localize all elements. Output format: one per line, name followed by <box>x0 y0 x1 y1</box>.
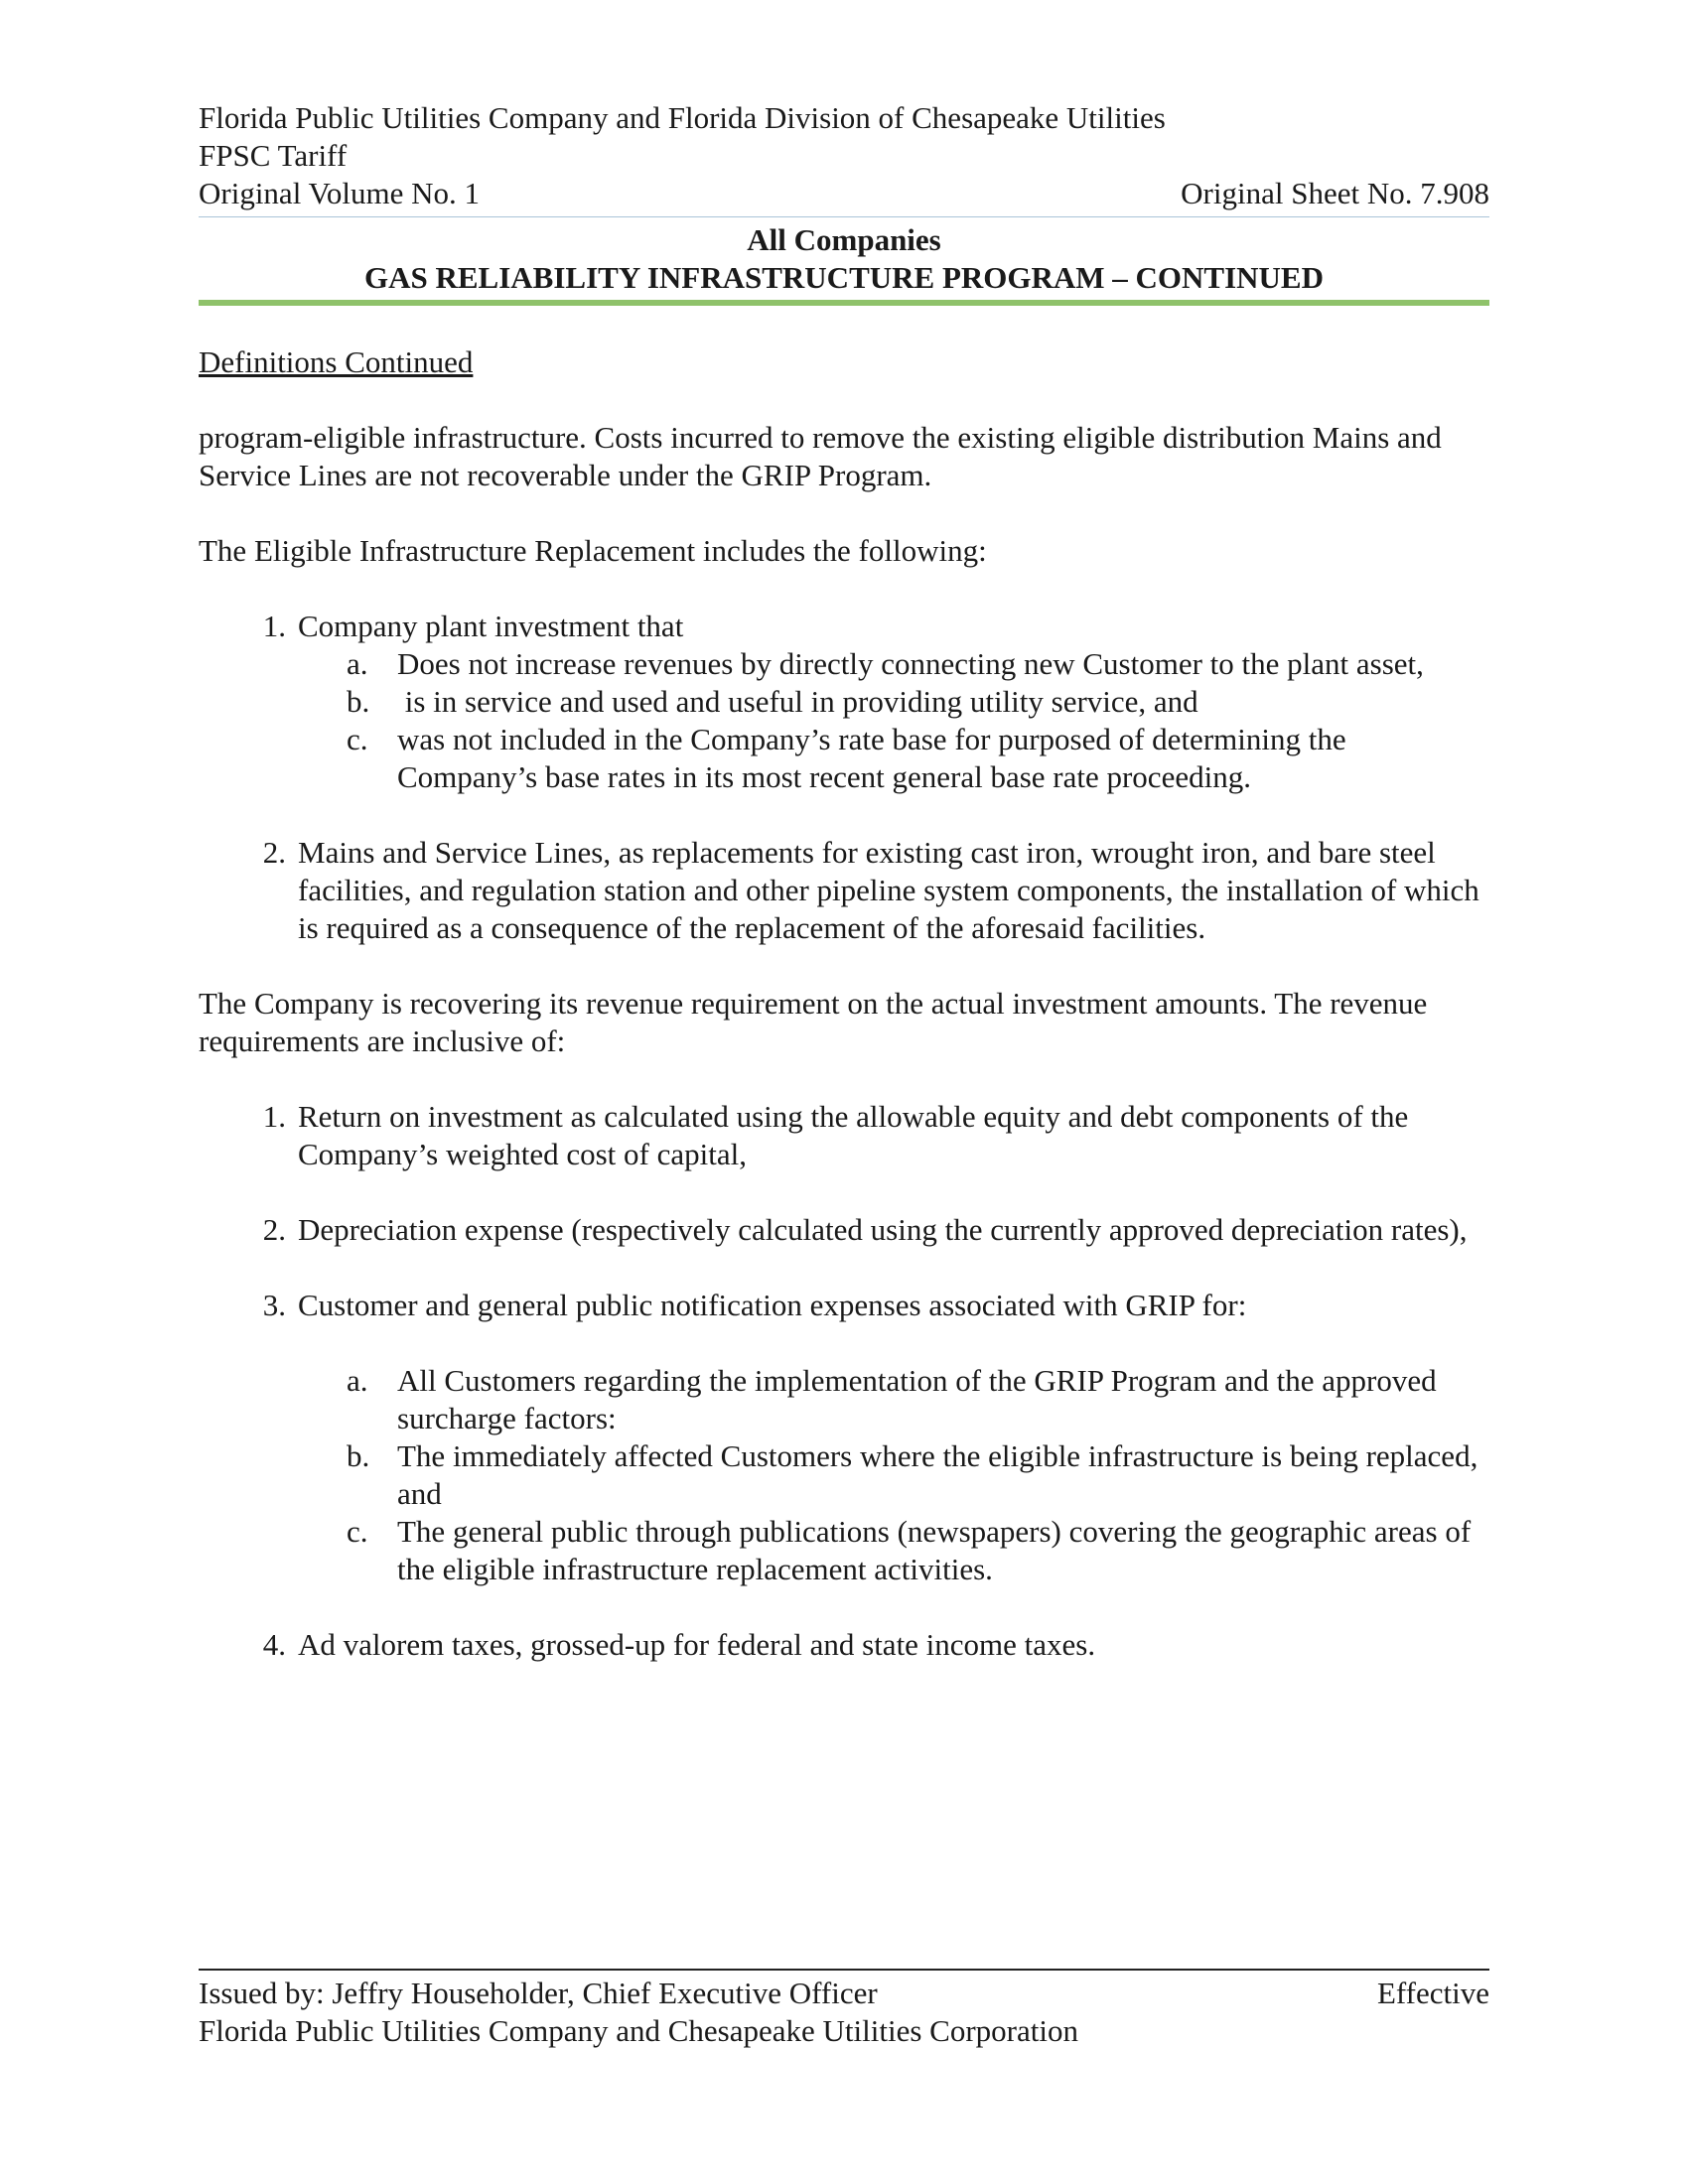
revenue-intro-text: The Company is recovering its revenue requirement on the actual investment amounts. The revenue requirements are inclusive of: <box>199 986 1428 1058</box>
sub-list-letter: b. <box>347 684 370 719</box>
sub-list-letter: c. <box>347 1514 368 1549</box>
list-item <box>199 1287 1489 1588</box>
sub-list-item <box>298 1513 1489 1588</box>
sub-list-text: The immediately affected Customers where the eligible infrastructure is being replaced, and <box>397 1438 1478 1511</box>
header-tariff-line: FPSC Tariff <box>199 138 348 173</box>
list-item-number: 3. <box>262 1288 286 1322</box>
sub-list <box>298 645 1489 796</box>
list-item-text: Return on investment as calculated using the allowable equity and debt components of the Company’s weighted cost of capital, <box>298 1099 1409 1171</box>
header-volume: Original Volume No. 1 <box>199 176 481 210</box>
revenue-intro <box>199 985 1489 1060</box>
list-item <box>199 1211 1489 1249</box>
sub-list-text: is in service and used and useful in providing utility service, and <box>397 684 1198 719</box>
sub-list <box>298 1362 1489 1588</box>
footer-divider <box>199 1969 1489 1971</box>
sub-list-letter: a. <box>347 646 368 681</box>
list-item-number: 2. <box>262 835 286 870</box>
list-item-number: 2. <box>262 1212 286 1247</box>
page-footer <box>199 1969 1489 2050</box>
sub-list-letter: b. <box>347 1438 370 1473</box>
section-heading: Definitions Continued <box>199 344 474 379</box>
list-item-text: Company plant investment that <box>298 609 684 643</box>
sub-list-letter: c. <box>347 722 368 756</box>
title-line-1: All Companies <box>747 222 941 257</box>
page-title <box>199 221 1489 297</box>
header-divider <box>199 216 1489 217</box>
eligible-list <box>199 608 1489 947</box>
footer-issued-row <box>199 1975 1489 2012</box>
sub-list-item <box>298 683 1489 721</box>
list-item-number: 1. <box>262 1099 286 1134</box>
header-sheet-number: Original Sheet No. 7.908 <box>1181 176 1489 210</box>
list-item-number: 4. <box>262 1627 286 1662</box>
sub-list-text: was not included in the Company’s rate base for purposed of determining the Company’s base rates in its most recent general base rate proceeding. <box>397 722 1346 794</box>
intro-paragraph-text: program-eligible infrastructure. Costs incurred to remove the existing eligible distribution Mains and Service Lines are not recoverable under the GRIP Program. <box>199 420 1442 492</box>
sub-list-item <box>298 645 1489 683</box>
list-item <box>199 1626 1489 1664</box>
header-company-line: Florida Public Utilities Company and Florida Division of Chesapeake Utilities <box>199 100 1166 135</box>
sub-list-item <box>298 1362 1489 1437</box>
list-item-text: Depreciation expense (respectively calculated using the currently approved depreciation rates), <box>298 1212 1468 1247</box>
footer-company: Florida Public Utilities Company and Chesapeake Utilities Corporation <box>199 2013 1078 2048</box>
list-item-text: Ad valorem taxes, grossed-up for federal and state income taxes. <box>298 1627 1096 1662</box>
sub-list-item <box>298 721 1489 796</box>
list-item-text: Mains and Service Lines, as replacements for existing cast iron, wrought iron, and bare steel facilities, and regulation station and other pipeline system components, the installation of which is required as a consequence of the replacement of the aforesaid facilities. <box>298 835 1479 945</box>
sub-list-item <box>298 1437 1489 1513</box>
header-volume-row <box>199 175 1489 212</box>
list-item <box>199 834 1489 947</box>
sub-list-text: All Customers regarding the implementation of the GRIP Program and the approved surcharge factors: <box>397 1363 1437 1435</box>
list-item <box>199 1098 1489 1173</box>
title-accent-rule <box>199 300 1489 306</box>
eligible-intro <box>199 532 1489 570</box>
list-item-number: 1. <box>262 609 286 643</box>
footer-effective: Effective <box>1376 1976 1489 2010</box>
sub-list-text: The general public through publications (newspapers) covering the geographic areas of the eligible infrastructure replacement activities. <box>397 1514 1472 1586</box>
intro-paragraph <box>199 419 1489 494</box>
sub-list-text: Does not increase revenues by directly connecting new Customer to the plant asset, <box>397 646 1424 681</box>
footer-issued-by: Issued by: Jeffry Householder, Chief Executive Officer <box>199 1976 878 2010</box>
tariff-page <box>199 99 1489 2085</box>
list-item <box>199 608 1489 796</box>
title-line-2: GAS RELIABILITY INFRASTRUCTURE PROGRAM – CONTINUED <box>364 260 1324 295</box>
list-item-text: Customer and general public notification expenses associated with GRIP for: <box>298 1288 1247 1322</box>
sub-list-letter: a. <box>347 1363 368 1398</box>
eligible-intro-text: The Eligible Infrastructure Replacement includes the following: <box>199 533 987 568</box>
revenue-list <box>199 1098 1489 1664</box>
